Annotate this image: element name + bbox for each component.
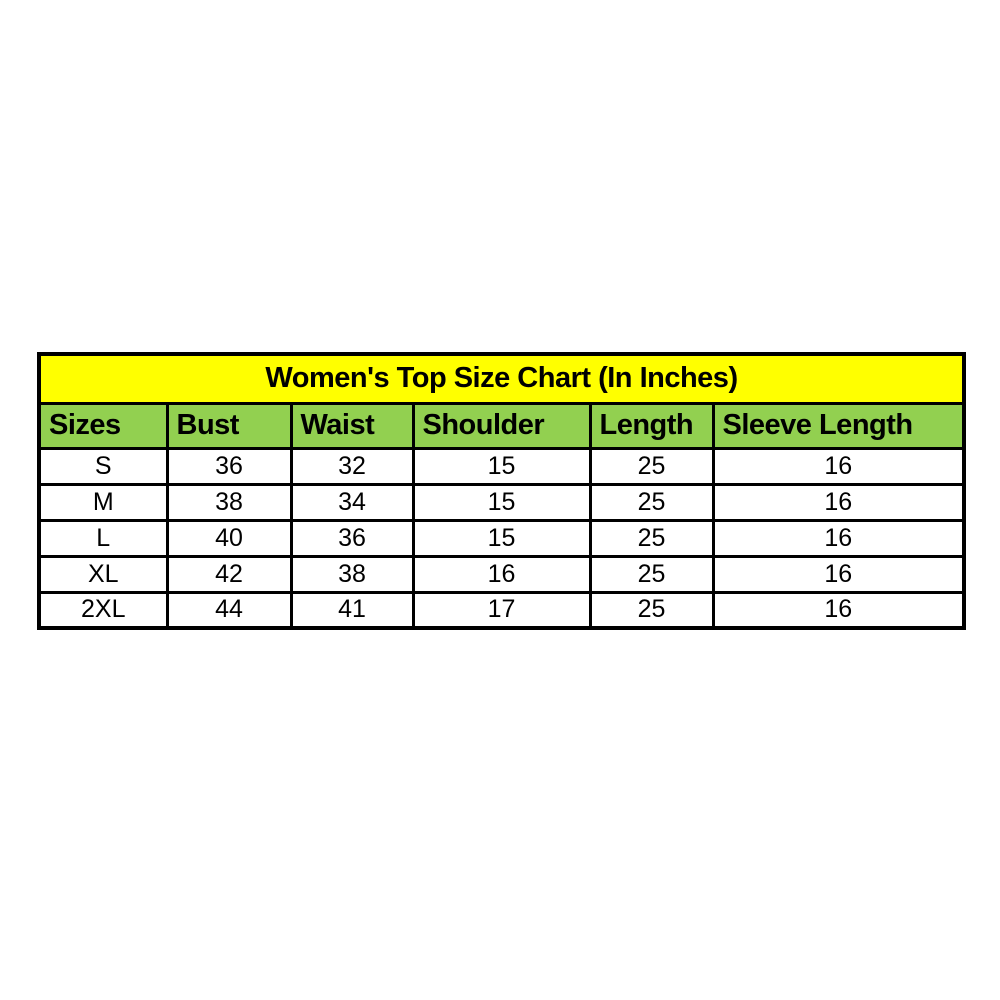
length-cell: 25 [590, 556, 713, 592]
shoulder-cell: 15 [413, 484, 590, 520]
sleeve-length-cell: 16 [713, 484, 964, 520]
table-row-xl [39, 556, 964, 592]
size-cell: L [39, 520, 167, 556]
header-sizes: Sizes [39, 403, 167, 448]
bust-cell: 44 [167, 592, 291, 628]
header-row [39, 403, 964, 448]
length-cell: 25 [590, 484, 713, 520]
bust-cell: 42 [167, 556, 291, 592]
table-row-s [39, 448, 964, 484]
table-row-m [39, 484, 964, 520]
shoulder-cell: 15 [413, 448, 590, 484]
sleeve-length-cell: 16 [713, 592, 964, 628]
size-chart-table [37, 352, 966, 630]
size-chart [37, 352, 962, 630]
bust-cell: 36 [167, 448, 291, 484]
length-cell: 25 [590, 520, 713, 556]
size-cell: M [39, 484, 167, 520]
length-cell: 25 [590, 592, 713, 628]
waist-cell: 36 [291, 520, 413, 556]
header-shoulder: Shoulder [413, 403, 590, 448]
size-cell: S [39, 448, 167, 484]
header-bust: Bust [167, 403, 291, 448]
waist-cell: 38 [291, 556, 413, 592]
length-cell: 25 [590, 448, 713, 484]
table-row-2xl [39, 592, 964, 628]
waist-cell: 34 [291, 484, 413, 520]
bust-cell: 38 [167, 484, 291, 520]
size-cell: 2XL [39, 592, 167, 628]
shoulder-cell: 16 [413, 556, 590, 592]
chart-title: Women's Top Size Chart (In Inches) [39, 354, 964, 403]
header-length: Length [590, 403, 713, 448]
title-row [39, 354, 964, 403]
waist-cell: 32 [291, 448, 413, 484]
sleeve-length-cell: 16 [713, 556, 964, 592]
sleeve-length-cell: 16 [713, 520, 964, 556]
bust-cell: 40 [167, 520, 291, 556]
header-waist: Waist [291, 403, 413, 448]
table-row-l [39, 520, 964, 556]
header-sleeve-length: Sleeve Length [713, 403, 964, 448]
sleeve-length-cell: 16 [713, 448, 964, 484]
size-cell: XL [39, 556, 167, 592]
waist-cell: 41 [291, 592, 413, 628]
shoulder-cell: 15 [413, 520, 590, 556]
shoulder-cell: 17 [413, 592, 590, 628]
